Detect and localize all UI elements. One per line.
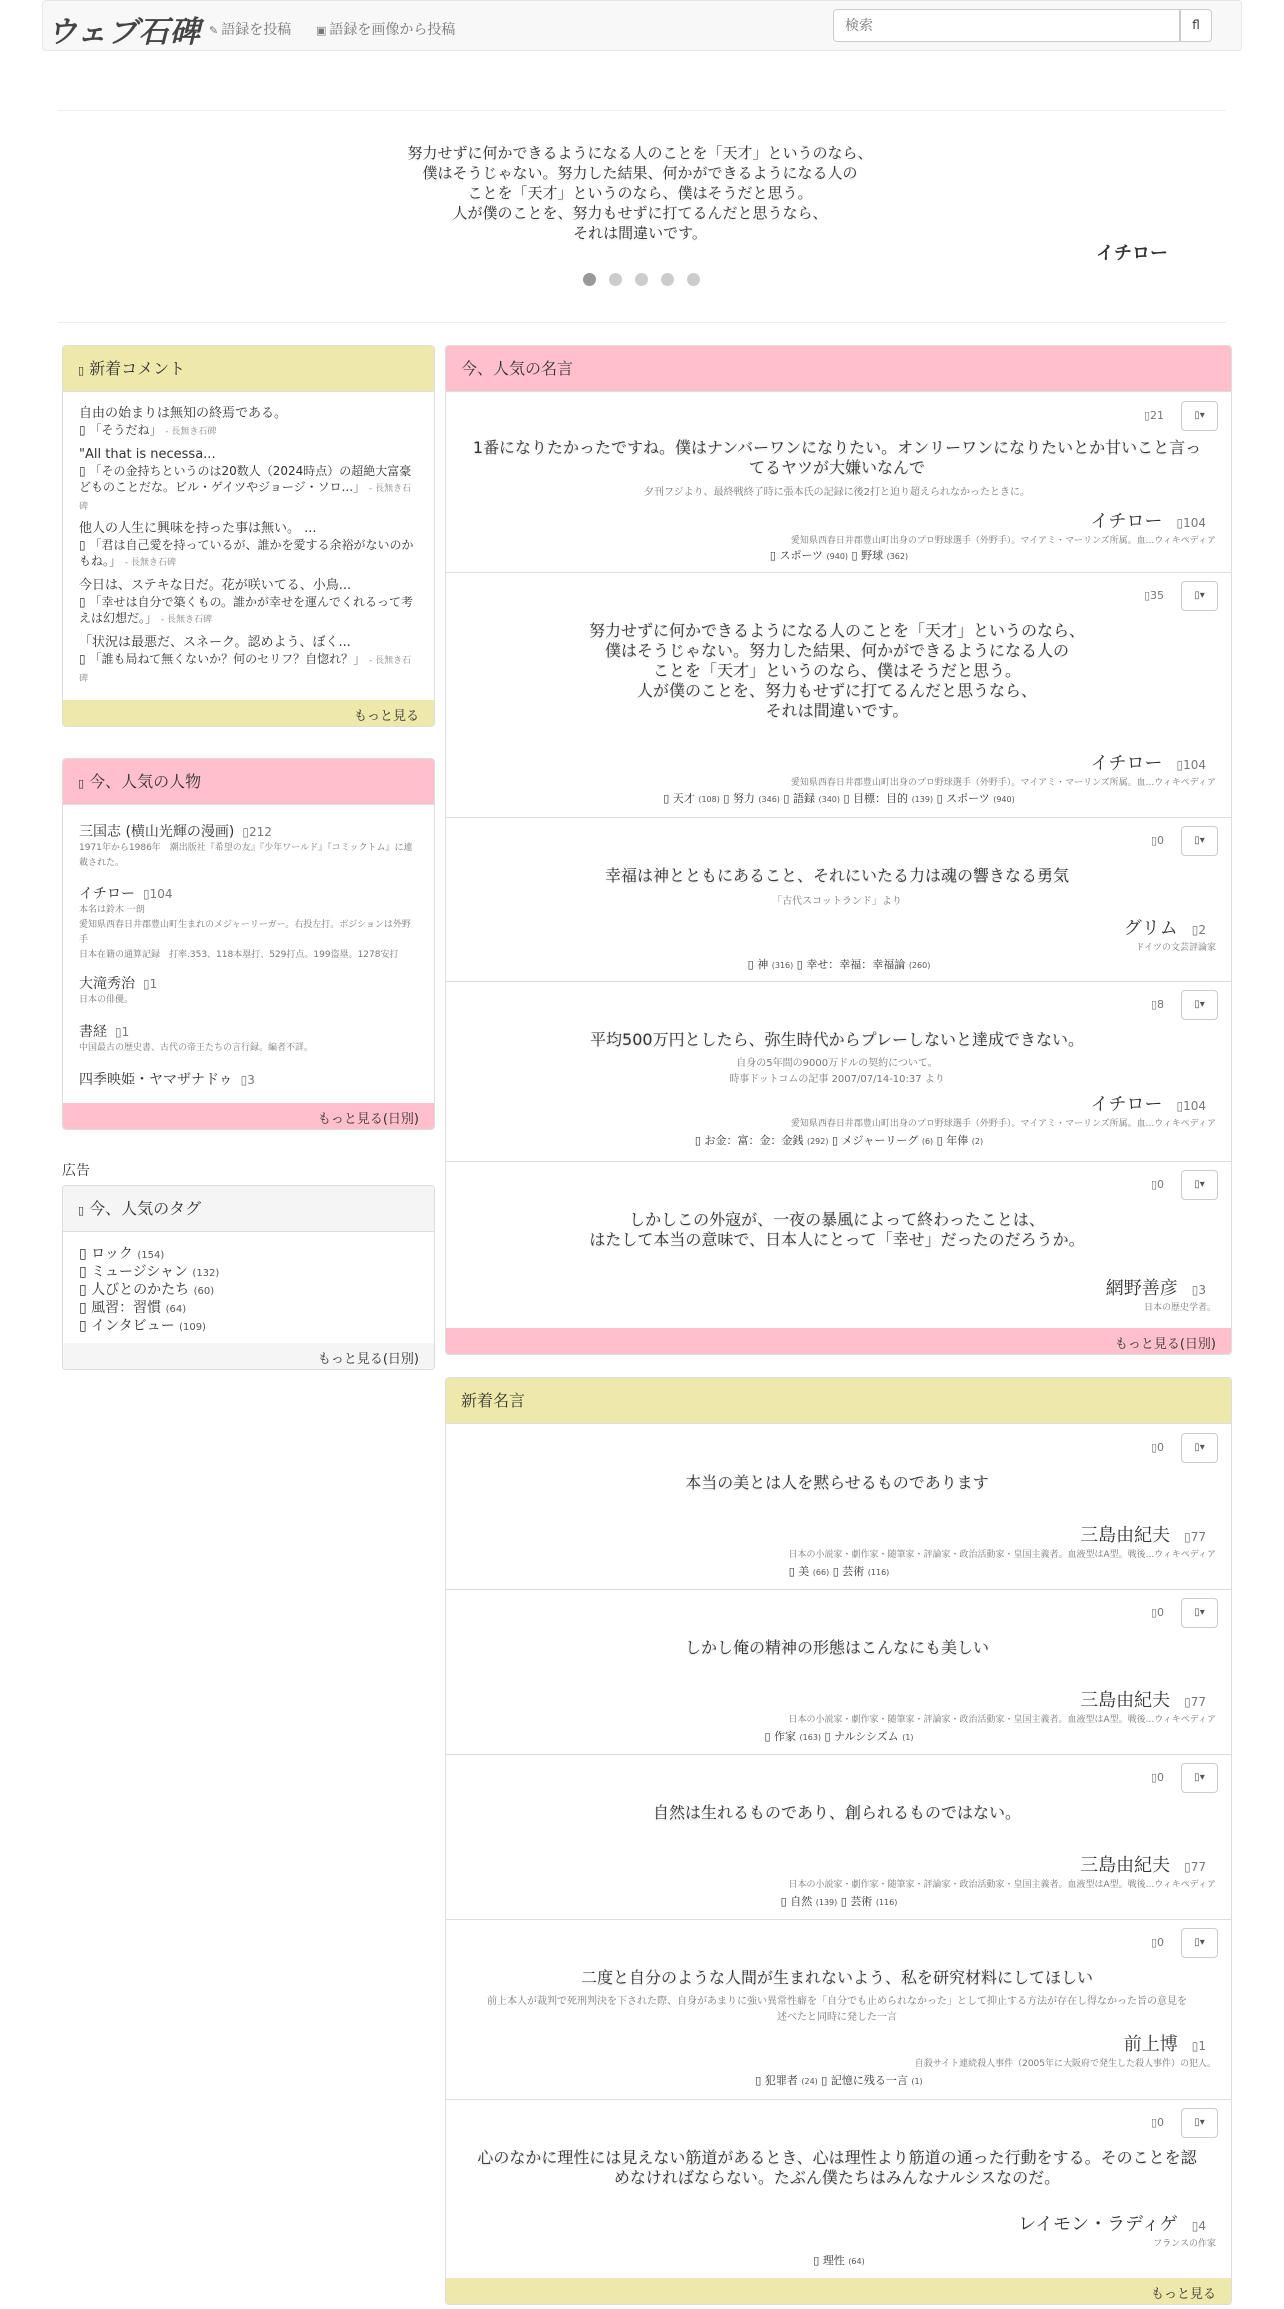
quote-author[interactable]: レイモン・ラディゲ ▯4 — [1018, 2214, 1206, 2235]
tag-link[interactable]: ▯ 美 (66) — [788, 1565, 830, 1578]
carousel-dot[interactable] — [687, 273, 700, 286]
options-dropdown-button[interactable]: ▯▾ — [1181, 2108, 1218, 2138]
new-quotes-panel — [445, 1377, 1232, 2305]
tag-link[interactable]: ▯ 神 (316) — [747, 958, 794, 971]
more-link[interactable]: もっと見る — [446, 2278, 1231, 2304]
author-profile: 日本の小説家・劇作家・随筆家・評論家・政治活動家・皇国主義者。血液型はA型。戦後...ウィキペディア — [788, 1880, 1216, 1890]
comment-text: 「そうだね」 — [89, 423, 162, 437]
featured-author[interactable]: イチロー — [1096, 243, 1168, 264]
person-count: ▯1 — [143, 977, 158, 991]
person-count: ▯212 — [242, 825, 272, 839]
panel-title: 今、人気の名言 — [461, 359, 574, 378]
comment-item[interactable] — [79, 521, 419, 571]
tag-link[interactable]: ▯ 理性 (64) — [813, 2254, 865, 2267]
tag-link[interactable]: ▯ 努力 (346) — [723, 792, 780, 805]
featured-line: それは間違いです。 — [573, 224, 707, 242]
tag-link[interactable]: ▯ スポーツ (940) — [769, 549, 849, 562]
like-count: ▯35 — [1143, 589, 1164, 602]
panel-header — [63, 346, 434, 392]
like-count: ▯0 — [1150, 1936, 1164, 1949]
author-profile: 愛知県西春日井郡豊山町出身のプロ野球選手（外野手）。マイアミ・マーリンズ所属。血...ウィキペディア — [790, 778, 1216, 788]
author-profile: ドイツの文芸評論家 — [1135, 943, 1216, 953]
comment-icon: ▯ — [79, 423, 86, 437]
tag-link[interactable]: ▯ 語録 (340) — [783, 792, 840, 805]
carousel-dot[interactable] — [661, 273, 674, 286]
post-quote-label: 語録を投稿 — [221, 22, 292, 38]
tag-link[interactable]: ▯ 記憶に残る一言 (1) — [821, 2074, 923, 2087]
panel-title: 新着名言 — [461, 1391, 526, 1410]
search-input[interactable] — [833, 9, 1180, 42]
quote-text[interactable]: 1番になりたかったですね。僕はナンバーワンになりたい。オンリーワンになりたいとか甘いこと言っ てるヤツが大嫌いなんで — [472, 438, 1202, 477]
carousel-dot[interactable] — [609, 273, 622, 286]
carousel-dot[interactable] — [635, 273, 648, 286]
quote-tags — [446, 790, 1232, 806]
quote-item — [446, 1425, 1232, 1590]
panel-header — [446, 346, 1231, 392]
comment-quote: 今日は、ステキな日だ。花が咲いてる、小鳥... — [79, 578, 352, 593]
divider — [58, 110, 1226, 111]
quote-tags — [446, 1132, 1232, 1148]
panel-header — [63, 759, 434, 805]
popular-tags-panel — [62, 1185, 435, 1370]
comment-icon: ▯ — [78, 364, 85, 377]
new-comments-panel — [62, 345, 435, 727]
author-profile: 愛知県西春日井郡豊山町出身のプロ野球選手（外野手）。マイアミ・マーリンズ所属。血...ウィキペディア — [790, 536, 1216, 546]
more-link[interactable]: もっと見る(日別) — [446, 1328, 1231, 1354]
tag-link[interactable]: ▯ メジャーリーグ (6) — [831, 1134, 934, 1147]
tag-link[interactable]: ▯ 目標：目的 (139) — [843, 792, 934, 805]
options-dropdown-button[interactable]: ▯▾ — [1181, 990, 1218, 1020]
person-name: イチロー — [79, 886, 135, 902]
tag-link[interactable]: ▯ 犯罪者 (24) — [755, 2074, 818, 2087]
quote-text[interactable]: 自然は生れるものであり、創られるものではない。 — [652, 1803, 1021, 1822]
more-link[interactable]: もっと見る(日別) — [63, 1343, 434, 1369]
person-desc: 日本在籍の通算記録 打率.353、118本塁打、529打点。199盗塁。1278安打 — [79, 950, 399, 960]
quote-author[interactable]: 三島由紀夫 ▯77 — [1080, 1690, 1206, 1711]
divider — [58, 322, 1226, 323]
options-dropdown-button[interactable]: ▯▾ — [1181, 1433, 1218, 1463]
person-item[interactable] — [79, 821, 419, 871]
panel-title: 今、人気の人物 — [89, 772, 202, 791]
post-image-label: 語録を画像から投稿 — [329, 22, 456, 38]
popular-people-panel — [62, 758, 435, 1130]
options-dropdown-button[interactable]: ▯▾ — [1181, 1170, 1218, 1200]
person-desc: 中国最古の歴史書、古代の帝王たちの言行録。編者不詳。 — [79, 1043, 314, 1053]
quote-desc: 「古代スコットランド」より — [772, 896, 902, 907]
like-count: ▯0 — [1150, 1178, 1164, 1191]
quote-item — [446, 818, 1232, 982]
comment-text: 「誰も局ねて無くないか？何のセリフ？自惚れ？」 — [89, 652, 366, 666]
like-count: ▯8 — [1150, 998, 1164, 1011]
like-count: ▯0 — [1150, 1441, 1164, 1454]
quote-tags — [446, 1563, 1232, 1579]
featured-quote — [380, 143, 900, 243]
tag-item[interactable]: ▯ ロック (154) — [79, 1246, 165, 1262]
comment-item[interactable] — [79, 635, 419, 687]
panel-title: 新着コメント — [89, 359, 186, 378]
author-profile: 自殺サイト連続殺人事件（2005年に大阪府で発生した殺人事件）の犯人。 — [914, 2059, 1216, 2069]
comment-item[interactable] — [79, 406, 419, 440]
quote-author[interactable]: 三島由紀夫 ▯77 — [1080, 1525, 1206, 1546]
tag-link[interactable]: ▯ 芸術 (116) — [840, 1895, 898, 1908]
tag-item[interactable]: ▯ 人びとのかたち (60) — [79, 1282, 215, 1298]
author-profile: 日本の歴史学者。 — [1143, 1303, 1216, 1313]
featured-line: ことを「天才」というのなら、僕はそうだと思う。 — [467, 184, 813, 202]
author-profile: フランスの作家 — [1153, 2239, 1216, 2249]
site-logo[interactable]: ウェブ石碑 — [47, 15, 201, 50]
user-icon: ▯ — [78, 777, 85, 790]
quote-text[interactable]: 心のなかに理性には見えない筋道があるとき、心は理性より筋道の通った行動をする。そのことを認 めなければならない。たぶん僕たちはみんなナルシスなのだ。 — [477, 2148, 1197, 2187]
person-item[interactable] — [79, 1069, 419, 1089]
quote-item — [446, 1590, 1232, 1755]
comment-source: - 長無き石碑 — [160, 615, 212, 625]
pencil-icon: ✎ — [209, 24, 219, 37]
options-dropdown-button[interactable]: ▯▾ — [1181, 1763, 1218, 1793]
quote-text[interactable]: 努力せずに何かできるようになる人のことを「天才」というのなら、 僕はそうじゃない。努力した結果、何かができるようになる人の ことを「天才」というのなら、僕はそうだと思う。 人が僕のことを、努力もせずに打てるんだと思うなら、 それは間違いです。 — [588, 621, 1085, 720]
quote-text[interactable]: 二度と自分のような人間が生まれないよう、私を研究材料にしてほしい — [580, 1968, 1093, 1987]
ad-label: 広告 — [62, 1163, 90, 1179]
quote-tags — [446, 2252, 1232, 2268]
options-dropdown-button[interactable]: ▯▾ — [1181, 826, 1218, 856]
person-name: 四季映姫・ヤマザナドゥ — [79, 1072, 233, 1088]
person-item[interactable] — [79, 1021, 419, 1056]
author-profile: 日本の小説家・劇作家・随筆家・評論家・政治活動家・皇国主義者。血液型はA型。戦後...ウィキペディア — [788, 1715, 1216, 1725]
options-dropdown-button[interactable]: ▯▾ — [1181, 1598, 1218, 1628]
like-count: ▯0 — [1150, 2116, 1164, 2129]
tag-link[interactable]: ▯ ナルシシズム (1) — [824, 1730, 914, 1743]
person-desc: 愛知県西春日井郡豊山町生まれのメジャーリーガー。右投左打。ポジションは外野手 — [79, 920, 411, 945]
tag-icon: ▯ — [78, 1204, 85, 1217]
person-count: ▯1 — [115, 1025, 130, 1039]
search-button[interactable]: fl — [1180, 9, 1212, 42]
comment-source: - 長無き石碑 — [165, 427, 217, 437]
quote-desc: 夕刊フジより、最終戦終了時に張本氏の記録に後2打と迫り超えられなかったときに。 — [644, 487, 1030, 498]
like-count: ▯0 — [1150, 1771, 1164, 1784]
like-count: ▯21 — [1143, 409, 1164, 422]
options-dropdown-button[interactable]: ▯▾ — [1181, 401, 1218, 431]
panel-header — [63, 1186, 434, 1232]
comment-item[interactable] — [79, 578, 419, 628]
person-item[interactable] — [79, 883, 419, 963]
options-dropdown-button[interactable]: ▯▾ — [1181, 581, 1218, 611]
quote-author[interactable]: イチロー ▯104 — [1090, 1094, 1206, 1115]
panel-title: 今、人気のタグ — [89, 1199, 202, 1218]
quote-item — [446, 1755, 1232, 1920]
panel-header — [446, 1378, 1231, 1424]
tag-link[interactable]: ▯ 天才 (108) — [663, 792, 720, 805]
comment-source: - 長無き石碑 — [124, 558, 176, 568]
quote-item — [446, 573, 1232, 818]
carousel-dot[interactable] — [583, 273, 596, 286]
person-desc: 1971年から1986年 潮出版社『希望の友』『少年ワールド』『コミックトム』に連載された。 — [79, 843, 413, 868]
person-desc: 日本の俳優。 — [79, 995, 134, 1005]
tag-link[interactable]: ▯ 年俸 (2) — [936, 1134, 984, 1147]
picture-icon: ▣ — [316, 24, 327, 37]
quote-text[interactable]: 平均500万円としたら、弥生時代からプレーしないと達成できない。 — [590, 1030, 1084, 1049]
comment-quote: 他人の人生に興味を持った事は無い。 ... — [79, 521, 317, 536]
featured-line: 僕はそうじゃない。努力した結果、何かができるようになる人の — [422, 164, 858, 182]
quote-item — [446, 1162, 1232, 1330]
quote-text[interactable]: しかしこの外寇が、一夜の暴風によって終わったことは、 はたして本当の意味で、日本人にとって「幸せ」だったのだろうか。 — [589, 1210, 1085, 1249]
more-link[interactable]: もっと見る(日別) — [63, 1103, 434, 1129]
comment-icon: ▯ — [79, 595, 86, 609]
quote-desc: 自身の5年間の9000万ドルの契約について。 時事ドットコムの記事 2007/07/14-10:37 より — [729, 1058, 945, 1085]
quote-author[interactable]: 網野善彦 ▯3 — [1105, 1278, 1206, 1299]
person-count: ▯104 — [143, 887, 173, 901]
tag-link[interactable]: ▯ 自然 (139) — [780, 1895, 838, 1908]
carousel-indicators — [583, 273, 700, 286]
quote-author[interactable]: イチロー ▯104 — [1090, 753, 1206, 774]
quote-author[interactable]: 前上博 ▯1 — [1123, 2034, 1206, 2055]
quote-tags — [446, 547, 1232, 563]
tag-link[interactable]: ▯ 作家 (163) — [764, 1730, 822, 1743]
comment-text: 「幸せは自分で築くもの。誰かが幸せを運んでくれるって考えは幻想だ。」 — [79, 595, 413, 625]
author-profile: 日本の小説家・劇作家・随筆家・評論家・政治活動家・皇国主義者。血液型はA型。戦後...ウィキペディア — [788, 1550, 1216, 1560]
tag-link[interactable]: ▯ 野球 (362) — [851, 549, 909, 562]
person-item[interactable] — [79, 973, 419, 1008]
quote-author[interactable]: 三島由紀夫 ▯77 — [1080, 1855, 1206, 1876]
tag-link[interactable]: ▯ 幸せ：幸福：幸福論 (260) — [796, 958, 931, 971]
quote-tags — [446, 956, 1232, 972]
quote-item — [446, 982, 1232, 1162]
comment-icon: ▯ — [79, 464, 86, 478]
more-link[interactable]: もっと見る — [63, 700, 434, 726]
comment-source: - 長無き石碑 — [79, 484, 412, 512]
tag-link[interactable]: ▯ お金：富：金：金銭 (292) — [694, 1134, 829, 1147]
post-quote-link[interactable] — [209, 19, 291, 39]
person-count: ▯3 — [240, 1073, 255, 1087]
navbar — [42, 0, 1242, 51]
comment-icon: ▯ — [79, 538, 86, 552]
quote-tags — [446, 2072, 1232, 2088]
quote-author[interactable]: イチロー ▯104 — [1090, 511, 1206, 532]
comment-text: 「その金持ちというのは20数人（2024時点）の超絶大富豪どものことだな。ビル・ゲイツやジョージ・ソロ...」 — [79, 464, 412, 494]
quote-item — [446, 393, 1232, 573]
tag-item[interactable]: ▯ ミュージシャン (132) — [79, 1264, 220, 1280]
comment-item[interactable] — [79, 447, 419, 515]
quote-desc: 前上本人が裁判で死刑判決を下された際、自身があまりに強い異常性癖を「自分でも止められなかった」として抑止する方法が存在し得なかった旨の意見を 述べたと同時に発した一言 — [487, 1996, 1187, 2023]
quote-tags — [446, 1893, 1232, 1909]
featured-line: 努力せずに何かできるようになる人のことを「天才」というのなら、 — [407, 144, 873, 162]
quote-text[interactable]: 本当の美とは人を黙らせるものであります — [685, 1473, 989, 1492]
quote-item — [446, 1920, 1232, 2100]
quote-tags — [446, 1728, 1232, 1744]
featured-line: 人が僕のことを、努力もせずに打てるんだと思うなら、 — [452, 204, 828, 222]
person-name: 大滝秀治 — [79, 976, 135, 992]
author-profile: 愛知県西春日井郡豊山町出身のプロ野球選手（外野手）。マイアミ・マーリンズ所属。血...ウィキペディア — [790, 1119, 1216, 1129]
tag-link[interactable]: ▯ スポーツ (940) — [936, 792, 1015, 805]
quote-text[interactable]: 幸福は神とともにあること、それにいたる力は魂の響きなる勇気 — [604, 866, 1069, 885]
person-desc: 本名は鈴木 一朗 — [79, 905, 145, 915]
person-name: 書経 — [79, 1024, 107, 1040]
comment-text: 「君は自己愛を持っているが、誰かを愛する余裕がないのかもね。」 — [79, 538, 414, 568]
like-count: ▯0 — [1150, 1606, 1164, 1619]
tag-list — [79, 1246, 219, 1336]
options-dropdown-button[interactable]: ▯▾ — [1181, 1928, 1218, 1958]
post-image-link[interactable] — [316, 19, 455, 39]
comment-quote: 自由の始まりは無知の終焉である。 — [79, 406, 288, 421]
like-count: ▯0 — [1150, 834, 1164, 847]
person-name: 三国志 (横山光輝の漫画) — [79, 824, 235, 840]
comment-source: - 長無き石碑 — [79, 656, 412, 684]
quote-item — [446, 2100, 1232, 2280]
popular-quotes-panel — [445, 345, 1232, 1355]
quote-text[interactable]: しかし俺の精神の形態はこんなにも美しい — [684, 1638, 989, 1657]
comment-quote: 「状況は最悪だ、スネーク。認めよう、ぼく... — [79, 635, 351, 650]
comment-quote: "All that is necessa... — [79, 447, 216, 462]
tag-item[interactable]: ▯ 風習：習慣 (64) — [79, 1300, 187, 1316]
tag-item[interactable]: ▯ インタビュー (109) — [79, 1318, 206, 1334]
tag-link[interactable]: ▯ 芸術 (116) — [832, 1565, 890, 1578]
quote-author[interactable]: グリム ▯2 — [1123, 918, 1206, 939]
comment-icon: ▯ — [79, 652, 86, 666]
